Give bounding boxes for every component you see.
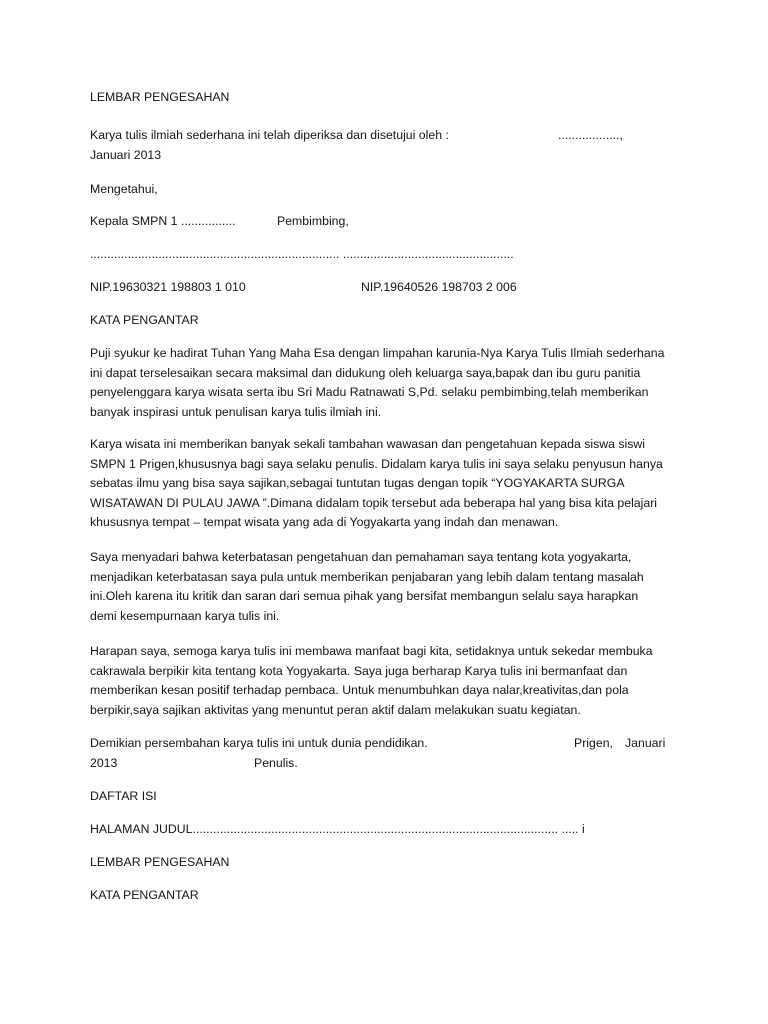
acknowledged-text: Mengetahui, xyxy=(90,182,158,196)
closing-month: Januari xyxy=(625,736,666,750)
closing-text: Demikian persembahan karya tulis ini untuk dunia pendidikan. xyxy=(90,736,428,750)
toc-title xyxy=(90,787,680,807)
approval-title xyxy=(90,88,680,108)
approval-intro xyxy=(90,126,680,165)
paragraph-line: khususnya tempat – tempat wisata yang ada di Yogyakarta yang indah dan menawan. xyxy=(90,515,559,530)
paragraph-line: sebatas ilmu yang bisa saya sajikan,sebagai tuntutan tugas dengan topik “YOGYAKARTA SURGA xyxy=(90,476,625,491)
preface-paragraph-3 xyxy=(90,548,680,626)
paragraph-line: ini.Oleh karena itu kritik dan saran dari semua pihak yang bersifat membangun selalu saya harapkan xyxy=(90,589,639,604)
approval-title-text: LEMBAR PENGESAHAN xyxy=(90,90,230,104)
toc-entry xyxy=(90,820,680,840)
closing-author: Penulis. xyxy=(254,755,298,770)
signature-lines xyxy=(90,245,680,265)
paragraph-line: memberikan kesan positif terhadap pembaca. Untuk menumbuhkan daya nalar,kreativitas,dan pola xyxy=(90,683,629,698)
paragraph-line: penyelenggara karya wisata serta ibu Sri Madu Ratnawati S,Pd. selaku pembimbing,telah memberikan xyxy=(90,385,649,400)
paragraph-line: cakrawala berpikir kita tentang kota Yogyakarta. Saya juga berharap Karya tulis ini bermanfaat dan xyxy=(90,663,628,678)
preface-paragraph-4 xyxy=(90,642,680,720)
preface-title-text: KATA PENGANTAR xyxy=(90,313,199,327)
paragraph-line: SMPN 1 Prigen,khususnya bagi saya selaku penulis. Didalam karya tulis ini saya selaku penyusun hanya xyxy=(90,456,663,471)
nip-row xyxy=(90,278,680,298)
paragraph-line: Saya menyadari bahwa keterbatasan pengetahuan dan pemahaman saya tentang kota yogyakarta, xyxy=(90,550,632,564)
toc-entry-title-page: HALAMAN JUDUL........................................................................................................... ..... i xyxy=(90,822,585,836)
paragraph-line: WISATAWAN DI PULAU JAWA ”.Dimana didalam topik tersebut ada beberapa hal yang bisa kita pelajari xyxy=(90,495,658,510)
acknowledged-label xyxy=(90,180,680,200)
paragraph-line: Karya wisata ini memberikan banyak sekali tambahan wawasan dan pengetahuan kepada siswa siswi xyxy=(90,437,646,451)
closing-year: 2013 xyxy=(90,755,118,770)
nip-right: NIP.19640526 198703 2 006 xyxy=(361,280,517,294)
toc-entry xyxy=(90,853,680,873)
approval-intro-date: .................., xyxy=(558,128,623,142)
paragraph-line: menjadikan keterbatasan saya pula untuk memberikan penjabaran yang lebih dalam tentang masalah xyxy=(90,569,644,584)
preface-closing xyxy=(90,734,680,773)
signatory-labels xyxy=(90,212,680,232)
paragraph-line: banyak inspirasi untuk penulisan karya tulis ilmiah ini. xyxy=(90,404,382,419)
paragraph-line: Puji syukur ke hadirat Tuhan Yang Maha Esa dengan limpahan karunia-Nya Karya Tulis Ilmiah sederhana xyxy=(90,346,665,360)
preface-title xyxy=(90,311,680,331)
nip-left: NIP.19630321 198803 1 010 xyxy=(90,280,246,294)
signature-dots: ......................................................................... .................................................. xyxy=(90,247,514,261)
approval-intro-line2: Januari 2013 xyxy=(90,147,162,162)
headmaster-label: Kepala SMPN 1 ................ xyxy=(90,214,236,228)
paragraph-line: berpikir,saya sajikan aktivitas yang menuntut peran aktif dalam melakukan suatu kegiatan. xyxy=(90,702,581,717)
paragraph-line: ini dapat terselesaikan secara maksimal dan didukung oleh keluarga saya,bapak dan ibu guru panitia xyxy=(90,365,641,380)
closing-place: Prigen, xyxy=(574,736,613,750)
toc-entry-approval: LEMBAR PENGESAHAN xyxy=(90,855,230,869)
toc-entry-preface: KATA PENGANTAR xyxy=(90,888,199,902)
toc-title-text: DAFTAR ISI xyxy=(90,789,157,803)
paragraph-line: demi kesempurnaan karya tulis ini. xyxy=(90,608,280,623)
preface-paragraph-1 xyxy=(90,344,680,422)
paragraph-line: Harapan saya, semoga karya tulis ini membawa manfaat bagi kita, setidaknya untuk sekedar membuka xyxy=(90,644,653,658)
preface-paragraph-2 xyxy=(90,435,680,533)
approval-intro-line1: Karya tulis ilmiah sederhana ini telah diperiksa dan disetujui oleh : xyxy=(90,128,449,142)
toc-entry xyxy=(90,886,680,906)
supervisor-label: Pembimbing, xyxy=(277,214,349,228)
